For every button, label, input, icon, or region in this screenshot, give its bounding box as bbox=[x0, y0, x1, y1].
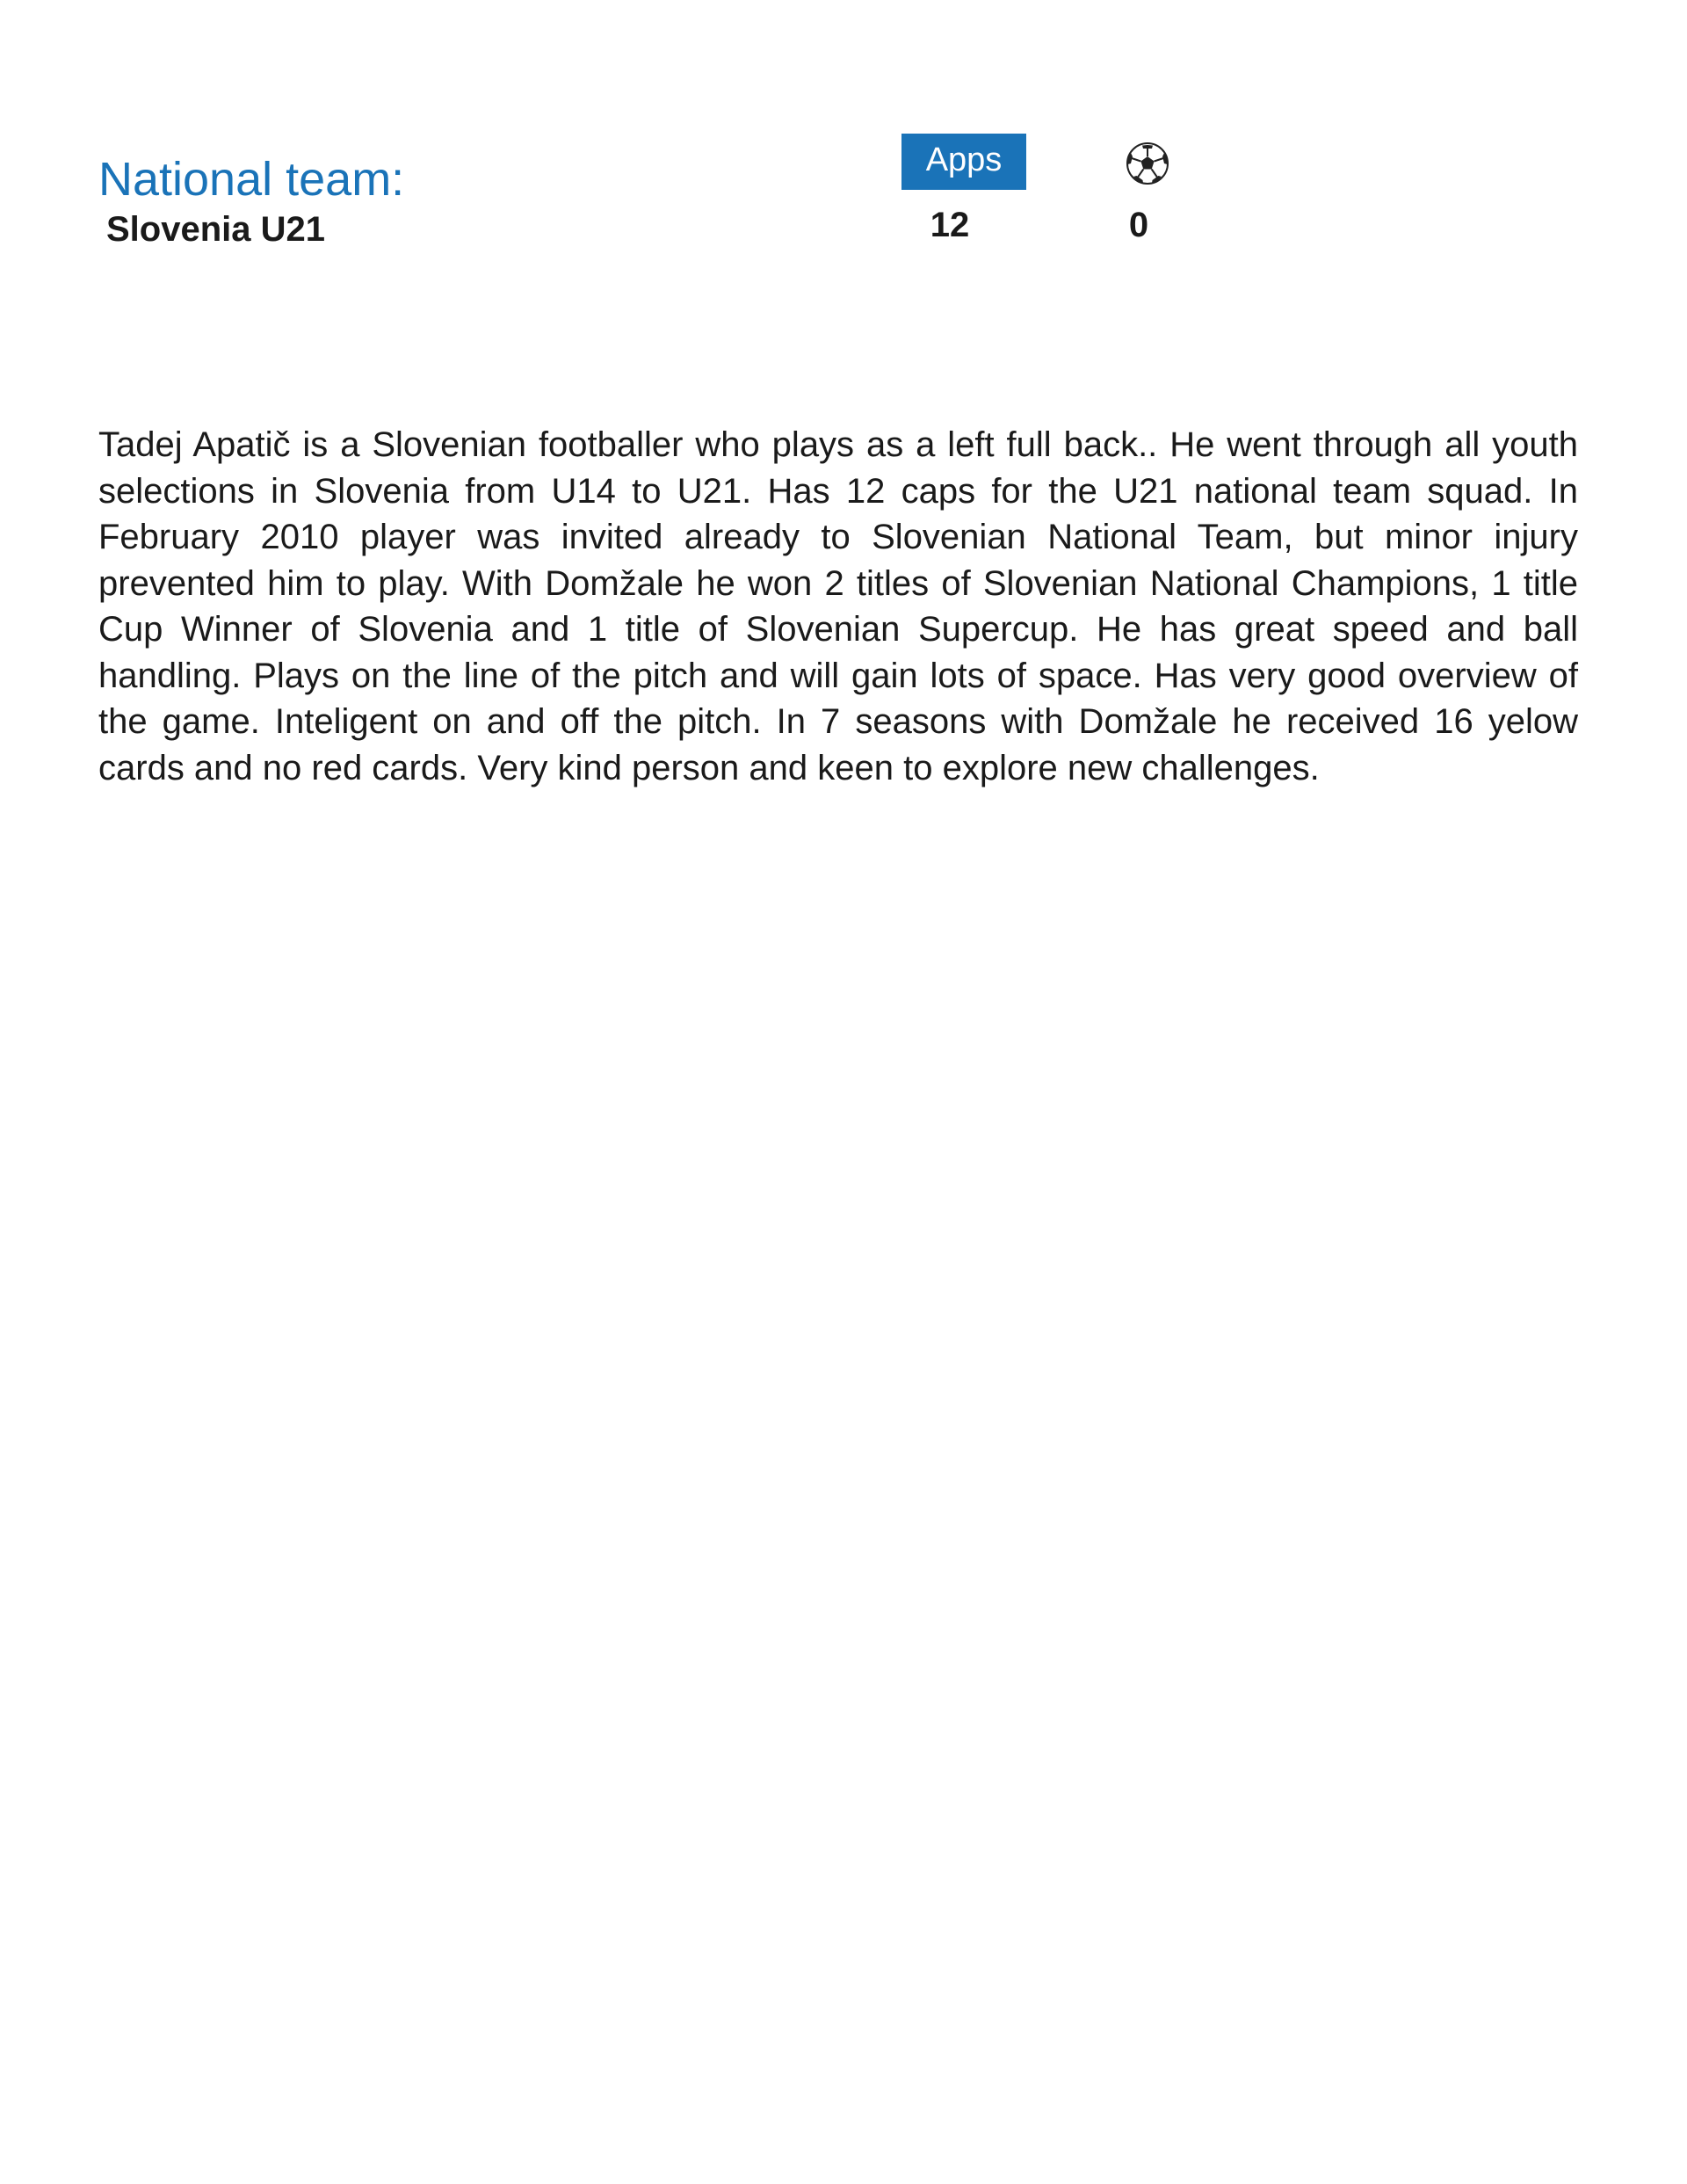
player-bio: Tadej Apatič is a Slovenian footballer who plays as a left full back.. He went through all youth selections in Slovenia from U14 to U21. Has 12 caps for the U21 national team squad. In February 2010 player was invited already to Slovenian National Team, but minor injury prevented him to play. With Domžale he won 2 titles of Slovenian National Champions, 1 title Cup Winner of Slovenia and 1 title of Slovenian Supercup. He has great speed and ball handling. Plays on the line of the pitch and will gain lots of space. Has very good overview of the game. Inteligent on and off the pitch. In 7 seasons with Domžale he received 16 yelow cards and no red cards. Very kind person and keen to explore new challenges. bbox=[98, 425, 1578, 787]
soccer-ball-icon bbox=[1125, 141, 1170, 186]
goals-value: 0 bbox=[1128, 206, 1149, 244]
apps-value: 12 bbox=[930, 206, 970, 244]
national-team-heading: National team: bbox=[98, 153, 405, 206]
apps-header: Apps bbox=[901, 134, 1026, 190]
team-name: Slovenia U21 bbox=[106, 210, 326, 249]
